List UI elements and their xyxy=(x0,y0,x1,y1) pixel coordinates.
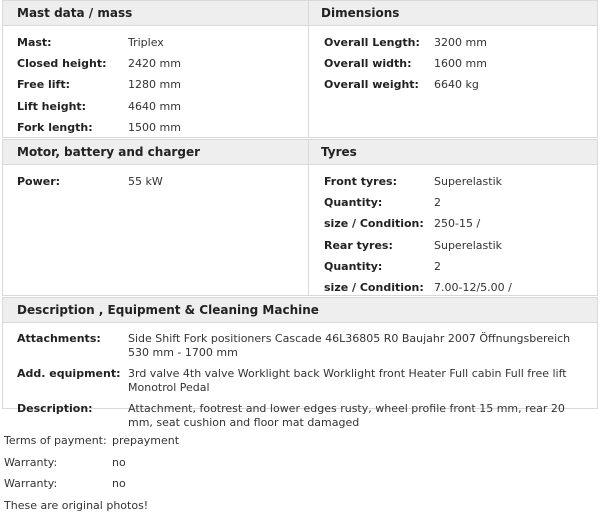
terms-row-payment xyxy=(4,434,179,456)
desc-row-add-equipment xyxy=(17,367,597,395)
terms-label: Warranty: xyxy=(4,477,112,499)
spec-value: 4640 mm xyxy=(128,96,181,117)
spec-label: Overall width: xyxy=(324,53,434,74)
spec-label: size / Condition: xyxy=(324,277,434,298)
spec-label: Quantity: xyxy=(324,256,434,277)
desc-value: 3rd valve 4th valve Worklight back Worklight front Heater Full cabin Full free lift Monotrol Pedal xyxy=(128,367,597,395)
spec-value: 1500 mm xyxy=(128,117,181,138)
spec-row-front-quantity xyxy=(324,192,597,213)
spec-row-overall-length xyxy=(324,32,597,53)
spec-label: Quantity: xyxy=(324,192,434,213)
spec-value: 1280 mm xyxy=(128,74,181,95)
mast-data-title: Mast data / mass xyxy=(3,1,308,26)
desc-label: Add. equipment: xyxy=(17,367,128,395)
tyres-panel xyxy=(308,139,598,296)
spec-value: Triplex xyxy=(128,32,164,53)
spec-row-lift-height xyxy=(17,96,308,117)
spec-value: 7.00-12/5.00 / xyxy=(434,277,512,298)
spec-value: 2 xyxy=(434,256,441,277)
spec-value: 2 xyxy=(434,192,441,213)
spec-row-free-lift xyxy=(17,74,308,95)
terms-value: no xyxy=(112,456,126,478)
desc-value: Attachment, footrest and lower edges rusty, wheel profile front 15 mm, rear 20 mm, seat cushion and floor mat damaged xyxy=(128,402,597,430)
terms-value: prepayment xyxy=(112,434,179,456)
dimensions-title: Dimensions xyxy=(309,1,597,26)
spec-row-closed-height xyxy=(17,53,308,74)
original-photos-note: These are original photos! xyxy=(4,499,179,520)
mast-data-panel xyxy=(2,0,309,138)
terms-label: Terms of payment: xyxy=(4,434,112,456)
spec-label: Overall weight: xyxy=(324,74,434,95)
spec-row-rear-tyres xyxy=(324,235,597,256)
motor-title: Motor, battery and charger xyxy=(3,140,308,165)
desc-label: Description: xyxy=(17,402,128,430)
spec-row-rear-size xyxy=(324,277,597,298)
spec-value: 3200 mm xyxy=(434,32,487,53)
terms-label: Warranty: xyxy=(4,456,112,478)
terms-section xyxy=(4,434,179,520)
spec-row-fork-length xyxy=(17,117,308,138)
spec-value: 1600 mm xyxy=(434,53,487,74)
spec-value: 2420 mm xyxy=(128,53,181,74)
spec-value: 250-15 / xyxy=(434,213,480,234)
spec-label: Lift height: xyxy=(17,96,128,117)
spec-label: size / Condition: xyxy=(324,213,434,234)
spec-value: Superelastik xyxy=(434,171,502,192)
spec-value: 55 kW xyxy=(128,171,163,192)
terms-row-warranty-2 xyxy=(4,477,179,499)
spec-value: 6640 kg xyxy=(434,74,479,95)
desc-row-attachments xyxy=(17,332,597,360)
motor-panel xyxy=(2,139,309,296)
spec-row-rear-quantity xyxy=(324,256,597,277)
spec-label: Overall Length: xyxy=(324,32,434,53)
spec-row-front-size xyxy=(324,213,597,234)
spec-label: Mast: xyxy=(17,32,128,53)
dimensions-panel xyxy=(308,0,598,138)
description-title: Description , Equipment & Cleaning Machine xyxy=(3,298,597,323)
spec-row-front-tyres xyxy=(324,171,597,192)
desc-value: Side Shift Fork positioners Cascade 46L36805 R0 Baujahr 2007 Öffnungsbereich 530 mm - 1700 mm xyxy=(128,332,597,360)
spec-row-overall-width xyxy=(324,53,597,74)
spec-row-overall-weight xyxy=(324,74,597,95)
spec-label: Closed height: xyxy=(17,53,128,74)
spec-row-power xyxy=(17,171,308,192)
spec-label: Free lift: xyxy=(17,74,128,95)
spec-value: Superelastik xyxy=(434,235,502,256)
description-panel xyxy=(2,297,598,409)
spec-label: Front tyres: xyxy=(324,171,434,192)
desc-row-description xyxy=(17,402,597,430)
terms-value: no xyxy=(112,477,126,499)
spec-label: Power: xyxy=(17,171,128,192)
spec-label: Fork length: xyxy=(17,117,128,138)
desc-label: Attachments: xyxy=(17,332,128,360)
spec-label: Rear tyres: xyxy=(324,235,434,256)
tyres-title: Tyres xyxy=(309,140,597,165)
spec-row-mast xyxy=(17,32,308,53)
terms-row-warranty xyxy=(4,456,179,478)
